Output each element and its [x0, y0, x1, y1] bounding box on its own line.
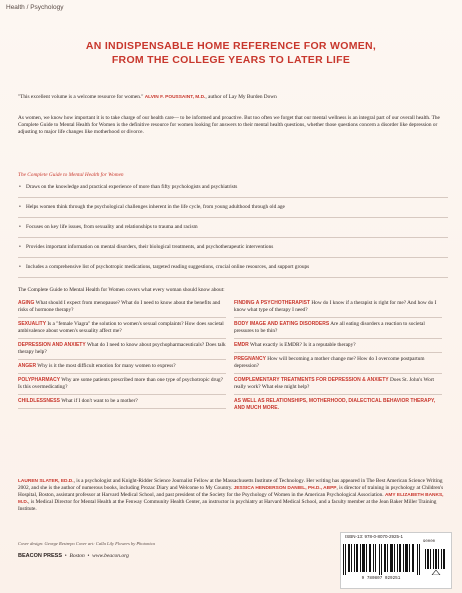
topic-text: Why are some patients prescribed more than one type of psychotropic drug? Is this overmedicating?: [18, 377, 223, 390]
author-bio: , is a psychologist and Knight-Ridder Science Journalist Fellow at the Massachusetts Institute of Technology. Her writing has appeared in The Best American Science Writing 2002, and she is the author of numerous books, including Prozac Diary and Welcome to My Country.: [18, 478, 443, 491]
topic-text: What if I don't want to be a mother?: [61, 398, 138, 404]
author-bio: , is Medical Director for Mental Health at the Fenway Community Health Center, an instructor in psychiatry at Harvard Medical School, and a faculty member at the Jean Baker Miller Training Institute.: [18, 499, 437, 512]
author-name: AMY ELIZABETH BANKS, M.D.: [18, 493, 444, 505]
topic-item: [234, 398, 442, 415]
isbn-label: ISBN-13: 978-0-8070-2925-1: [345, 534, 404, 539]
topic-title: EMDR: [234, 342, 249, 348]
topic-text: Does St. John's Wort really work? What else might help?: [234, 377, 434, 390]
publisher-name: BEACON PRESS: [18, 553, 63, 559]
publisher-url: www.beacon.org: [92, 553, 129, 559]
topic-item: [234, 377, 442, 395]
topics-heading: The Complete Guide to Mental Health for Women covers what every woman should know about:: [18, 287, 225, 293]
price-code: 90000: [423, 540, 436, 544]
topic-title: AS WELL AS RELATIONSHIPS, MOTHERHOOD, DIALECTICAL BEHAVIOR THERAPY, AND MUCH MORE.: [234, 398, 436, 411]
topic-item: [18, 342, 226, 360]
topic-item: [234, 300, 442, 318]
feature-item: • Focuses on key life issues, from sexuality and relationships to trauma and racism: [18, 224, 448, 238]
quote-attribution-suffix: , author of Lay My Burden Down: [205, 94, 277, 100]
quote-text: "This excellent volume is a welcome resource for women.": [18, 94, 144, 100]
topic-text: Are all eating disorders a reaction to societal pressures to be thin?: [234, 321, 425, 334]
topic-title: COMPLEMENTARY TREATMENTS FOR DEPRESSION & ANXIETY: [234, 377, 389, 383]
topic-title: FINDING A PSYCHOTHERAPIST: [234, 300, 311, 306]
features-heading: The Complete Guide to Mental Health for Women: [18, 172, 124, 178]
feature-item: • Draws on the knowledge and practical experience of more than fifty psychologists and psychiatrists: [18, 184, 448, 198]
features-list: [18, 184, 448, 284]
topic-item: [18, 300, 226, 318]
topic-title: SEXUALITY: [18, 321, 47, 327]
topic-item: [18, 321, 226, 339]
topic-title: DEPRESSION AND ANXIETY: [18, 342, 86, 348]
cover-credits: Cover design: George Restrepo Cover art: Calla Lily Flowers by Photonica: [18, 541, 155, 546]
headline-line2: FROM THE COLLEGE YEARS TO LATER LIFE: [111, 54, 351, 66]
ean-barcode: [343, 544, 421, 575]
category-label: Health / Psychology: [6, 4, 64, 11]
topics-right-column: [234, 300, 442, 418]
topic-title: POLYPHARMACY: [18, 377, 61, 383]
barcode-block: [340, 532, 452, 589]
topic-title: ANGER: [18, 363, 37, 369]
price-barcode: [425, 549, 447, 575]
author-name: LAUREN SLATER, ED.D.: [18, 479, 74, 484]
topic-title: AGING: [18, 300, 35, 306]
author-bio: , is director of training in psychology at Children's Hospital, Boston, assistant professor at Harvard Medical School, and past president of the Society for the Psychology of Women in the American Psychological Association.: [18, 485, 444, 498]
topic-title: PREGNANCY: [234, 356, 266, 362]
intro-paragraph: As women, we know how important it is to take charge of our health care— to be informed and proactive. But too often we forget that our mental wellness is an integral part of our overall health. The Complete Guide to Mental Health for Women is the definitive resource for women looking for answers to their mental health questions, whether those questions concern a disorder like depression or adjusting to major life changes like motherhood or divorce.: [18, 115, 440, 135]
topic-text: What do I need to know about psychopharmaceuticals? Does talk therapy help?: [18, 342, 226, 355]
topic-item: [234, 321, 442, 339]
topics-left-column: [18, 300, 226, 412]
topic-item: [18, 398, 226, 409]
topic-item: [234, 356, 442, 374]
feature-item: • Helps women think through the psychological challenges inherent in the life cycle, from young adulthood through old age: [18, 204, 448, 218]
topic-item: [18, 363, 226, 374]
topic-title: BODY IMAGE AND EATING DISORDERS: [234, 321, 330, 327]
publisher-city: Boston: [69, 553, 85, 559]
topic-item: [234, 342, 442, 353]
topic-item: [18, 377, 226, 395]
topic-title: CHILDLESSNESS: [18, 398, 60, 404]
author-name: JESSICA HENDERSON DANIEL, PH.D., ABPP: [233, 486, 337, 491]
topic-text: How do I know if a therapist is right for me? And how do I know what type of therapy I need?: [234, 300, 437, 313]
ean-number: 9 780807 029251: [361, 576, 401, 581]
feature-item: • Includes a comprehensive list of psychotropic medications, targeted reading suggestions, crucial online resources, and support groups: [18, 264, 448, 278]
topic-text: What exactly is EMDR? Is it a reputable therapy?: [249, 342, 356, 348]
topic-text: Why is it the most difficult emotion for many women to express?: [37, 363, 176, 369]
author-bios: [18, 478, 446, 513]
headline-line1: AN INDISPENSABLE HOME REFERENCE FOR WOMEN,: [85, 40, 377, 52]
feature-item: • Provides important information on mental disorders, their biological treatments, and psychotherapeutic interventions: [18, 244, 448, 258]
publisher-line: BEACON PRESS • Boston • www.beacon.org: [18, 553, 129, 559]
topic-text: How will becoming a mother change me? How do I overcome postpartum depression?: [234, 356, 425, 369]
endorsement-quote: [18, 94, 444, 101]
topic-text: Is a "female Viagra" the solution to women's sexual complaints? How does societal ambivalence about women's sexuality affect me?: [18, 321, 224, 334]
quote-attribution: ALVIN F. POUSSAINT, M.D.: [144, 95, 206, 100]
topic-text: What should I expect from menopause? What do I need to know about the benefits and risks of hormone therapy?: [18, 300, 221, 313]
